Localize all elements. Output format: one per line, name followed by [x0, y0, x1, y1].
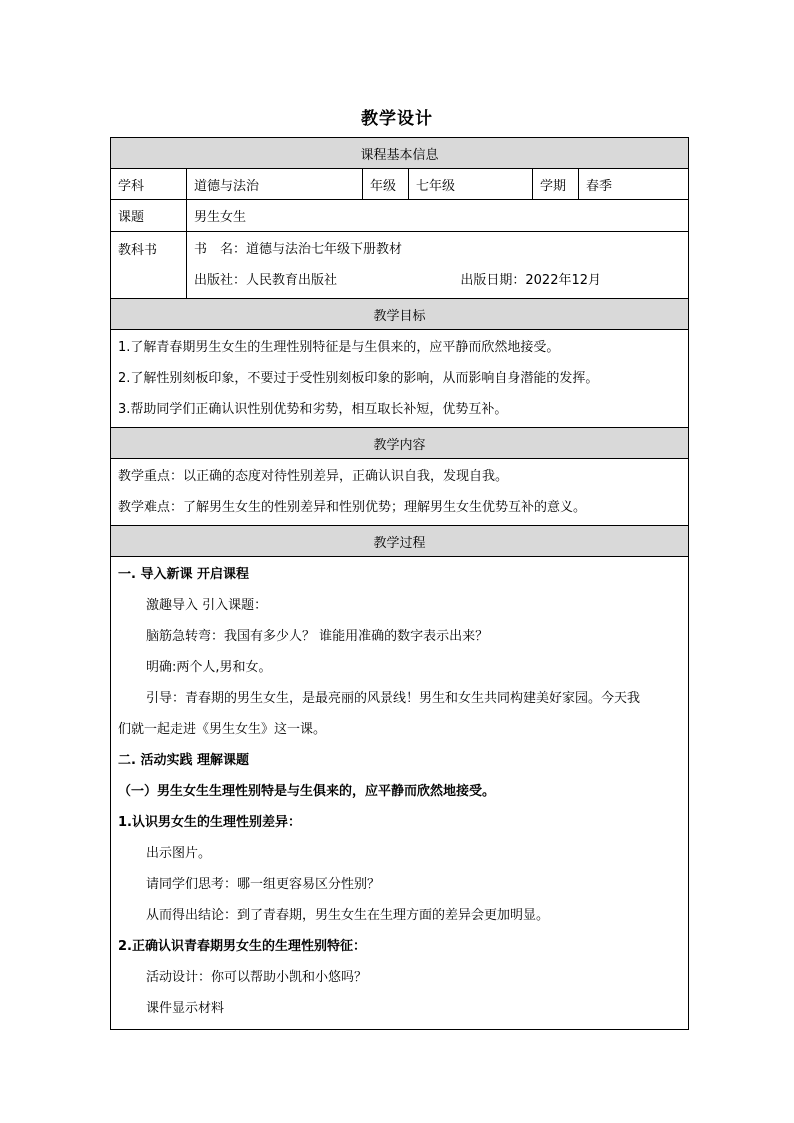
process-paragraph: 引导：青春期的男生女生，是最亮丽的风景线！男生和女生共同构建美好家园。今天我: [146, 691, 641, 706]
process-subheading: 1.认识男女生的生理性别差异：: [118, 815, 301, 830]
process-body: [111, 557, 689, 1030]
process-paragraph: 激趣导入 引入课题：: [146, 598, 268, 613]
process-row: [111, 557, 689, 1030]
process-paragraph: 出示图片。: [146, 846, 212, 861]
topic-label: 课题: [111, 200, 187, 232]
process-subheading: （一）男生女生生理性别特是与生俱来的，应平静而欣然地接受。: [118, 784, 496, 799]
objectives-list: [111, 330, 689, 428]
process-paragraph: 明确:两个人,男和女。: [146, 660, 272, 675]
content-row: [111, 459, 689, 526]
section-header-process: [111, 526, 689, 557]
objective-item: 3.帮助同学们正确认识性别优势和劣势，相互取长补短，优势互补。: [118, 402, 508, 417]
grade-label: 年级: [363, 169, 409, 200]
book-name: 书 名：道德与法治七年级下册教材: [194, 242, 403, 257]
process-paragraph: 活动设计：你可以帮助小凯和小悠吗？: [146, 970, 368, 985]
document-title: 教学设计: [361, 109, 433, 129]
publisher-line: [194, 265, 681, 296]
objectives-row: [111, 330, 689, 428]
topic-value: 男生女生: [187, 200, 689, 232]
grade-value: 七年级: [409, 169, 533, 200]
section-title-basic-info: 课程基本信息: [111, 138, 689, 169]
process-paragraph: 课件显示材料: [146, 1001, 225, 1016]
term-value: 春季: [579, 169, 689, 200]
difficult-point: 教学难点：了解男生女生的性别差异和性别优势；理解男生女生优势互补的意义。: [118, 500, 587, 515]
key-point: 教学重点：以正确的态度对待性别差异，正确认识自我，发现自我。: [118, 469, 509, 484]
process-heading: 二. 活动实践 理解课题: [118, 753, 249, 768]
process-subheading: 2.正确认识青春期男女生的生理性别特征：: [118, 939, 366, 954]
lesson-plan-table: [110, 137, 689, 1030]
section-header-objectives: [111, 299, 689, 330]
publisher: 出版社：人民教育出版社: [194, 273, 338, 288]
subject-label: 学科: [111, 169, 187, 200]
process-paragraph: 从而得出结论：到了青春期，男生女生在生理方面的差异会更加明显。: [146, 908, 550, 923]
process-paragraph: 们就一起走进《男生女生》这一课。: [118, 722, 327, 737]
process-paragraph: 脑筋急转弯：我国有多少人？ 谁能用准确的数字表示出来？: [146, 629, 489, 644]
objective-item: 1.了解青春期男生女生的生理性别特征是与生俱来的，应平静而欣然地接受。: [118, 340, 560, 355]
section-title-process: 教学过程: [111, 526, 689, 557]
section-header-basic-info: [111, 138, 689, 169]
process-heading: 一. 导入新课 开启课程: [118, 567, 249, 582]
section-title-objectives: 教学目标: [111, 299, 689, 330]
term-label: 学期: [533, 169, 579, 200]
section-title-content: 教学内容: [111, 428, 689, 459]
publication-date: 出版日期：2022年12月: [460, 273, 602, 288]
content-body: [111, 459, 689, 526]
info-row-textbook: [111, 232, 689, 299]
textbook-details: [187, 232, 689, 299]
info-row-topic: [111, 200, 689, 232]
process-paragraph: 请同学们思考：哪一组更容易区分性别？: [146, 877, 381, 892]
objective-item: 2.了解性别刻板印象，不要过于受性别刻板印象的影响，从而影响自身潜能的发挥。: [118, 371, 599, 386]
subject-value: 道德与法治: [187, 169, 363, 200]
section-header-content: [111, 428, 689, 459]
info-row-subject: [111, 169, 689, 200]
textbook-label: 教科书: [111, 232, 187, 299]
